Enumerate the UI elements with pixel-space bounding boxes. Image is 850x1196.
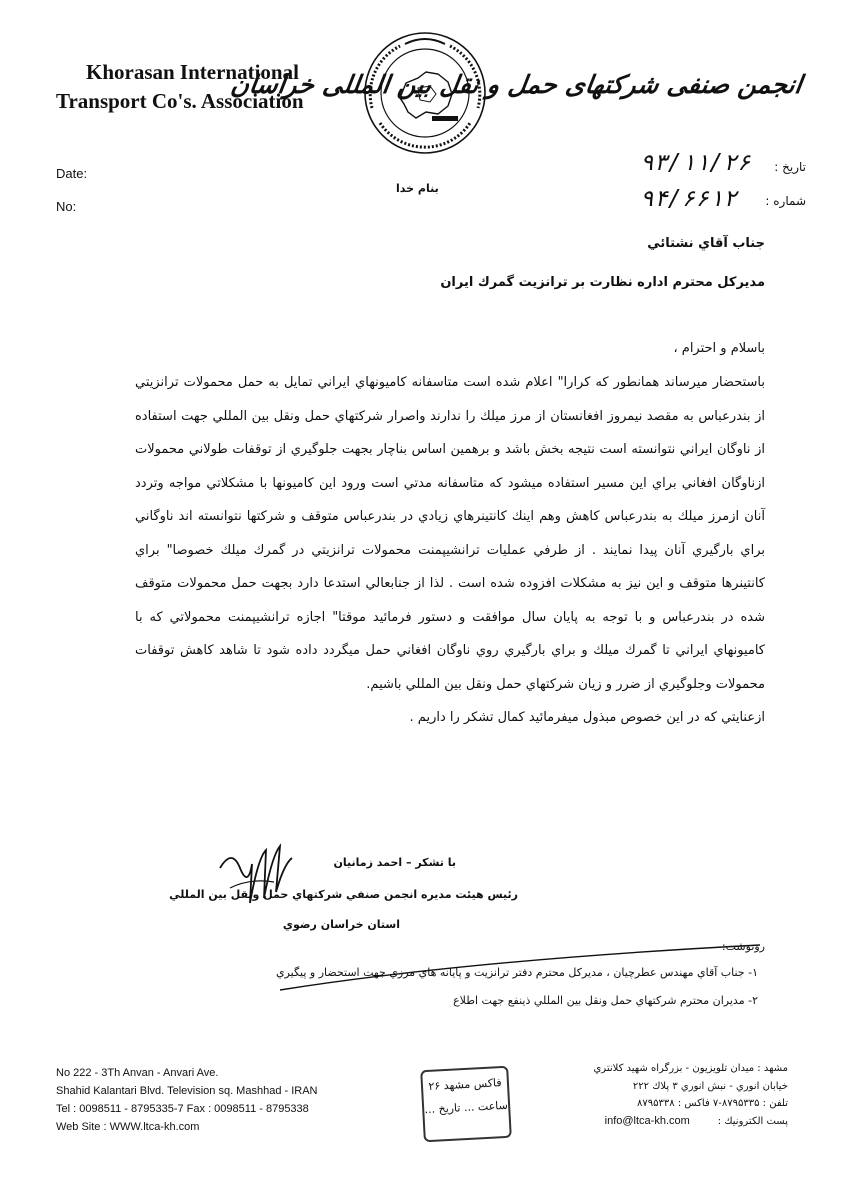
footer-fa-line3: تلفن : ۸۷۹۵۳۳۵-۷ فاكس : ۸۷۹۵۳۳۸ — [637, 1098, 788, 1109]
org-name-english-line2: Transport Co's. Association — [56, 89, 304, 113]
org-name-persian: انجمن صنفی شرکتهای حمل و نقل بین المللی خراسان — [229, 70, 805, 99]
number-value: ۹۴/۶۶۱۲ — [640, 186, 737, 212]
footer-persian — [593, 1060, 788, 1130]
letter-body — [135, 366, 765, 735]
footer-website: Web Site : WWW.ltca-kh.com — [56, 1121, 200, 1133]
date-label-english: Date: — [56, 166, 88, 181]
footer-address-line1: No 222 - 3Th Anvan - Anvari Ave. — [56, 1067, 219, 1079]
stamp-line1: فاكس مشهد ۲۶ — [428, 1076, 502, 1093]
number-label-persian: شماره : — [765, 194, 806, 208]
body-paragraph: ازعنايتي كه در اين خصوص مبذول ميفرمائيد كمال تشكر را داريم . — [409, 710, 765, 725]
footer-email: info@ltca-kh.com — [604, 1114, 690, 1127]
basmala: بنام خدا — [396, 182, 439, 195]
handwritten-mark — [270, 940, 770, 1000]
received-stamp — [420, 1066, 512, 1143]
copy-item: ۱- جناب آقاي مهندس عطرچيان ، مديركل محترم دفتر ترانزيت و پايانه هاي مرزي جهت استحضار و پيگيري — [275, 966, 758, 979]
date-label-persian: تاريخ : — [774, 160, 806, 174]
signature-position: رئيس هيئت مديره انجمن صنفي شركتهاي حمل ونقل بين المللي — [169, 888, 518, 901]
footer-fa-line2: خيابان انوري - نبش انوري ۳ پلاك ۲۲۲ — [632, 1080, 788, 1092]
association-logo — [360, 28, 490, 158]
handwritten-signature — [210, 828, 300, 918]
footer-phone-fax: Tel : 0098511 - 8795335-7 Fax : 0098511 - 8795338 — [56, 1103, 309, 1115]
footer-address-line2: Shahid Kalantari Blvd. Television sq. Mashhad - IRAN — [56, 1085, 318, 1097]
recipient-title: مديركل محترم اداره نظارت بر ترانزيت گمرك ايران — [440, 275, 765, 290]
number-label-english: No: — [56, 199, 77, 214]
greeting: باسلام و احترام ، — [673, 341, 765, 356]
footer-email-label: پست الكترونيك : — [717, 1115, 788, 1127]
date-value: ۹۳/۱۱/۲۶ — [640, 150, 751, 176]
footer-fa-email-row — [593, 1113, 788, 1131]
signature-province: استان خراسان رضوي — [282, 918, 400, 931]
stamp-line2: ساعت ... تاريخ ... — [424, 1098, 509, 1117]
footer-english — [56, 1064, 318, 1136]
recipient-name: جناب آقاي نشتائي — [647, 236, 765, 251]
signature-thanks-name: با تشكر – احمد زمانيان — [333, 856, 456, 869]
body-paragraph: باستحضار ميرساند همانطور كه كرارا" اعلام شده است متاسفانه كاميونهاي ايراني تمايل به حمل محمولات ترانزيتي از بندرعباس به مقصد نيمروز افغانستان از مرز ميلك را ندارند واصرار شركتهاي حمل ونقل بين المللي جهت استفاده از ناوگان ايراني نتوانسته است نتيجه بخش باشد و برهمين اساس بناچار بجهت جلوگيري از توقفات طولاني محمولات ازناوگان افغاني براي اين مسير استفاده ميشود كه متاسفانه مدتي است ورود اين كاميونها با مشكلاتي مواجه وتردد آنان ازمرز ميلك به بندرعباس كاهش وهم اينك كانتينرهاي زيادي در بندرعباس متوقف و شركتها نتوانسته اند ناوگاني براي بارگيري آنان پيدا نمايند . از طرفي عمليات ترانشيپمنت محمولات ترانزيتي در گمرك ميلك خصوصا" براي كانتينرها متوقف و اين نيز به مشكلات افزوده شده است . لذا از جنابعالي استدعا دارد بجهت حمل محمولات متوقف شده در بندرعباس و با توجه به پايان سال موافقت و دستور فرمائيد موقتا" اجازه ترانشيپمنت محمولاتي كه با كاميونهاي ايراني تا گمرك ميلك و براي بارگيري روي ناوگان افغاني حمل ميگردد داده شود تا شاهد كاهش توقفات محمولات وجلوگيري از ضرر و زيان شركتهاي حمل ونقل بين المللي باشيم. — [135, 375, 765, 692]
copies-label: رونوشت: — [721, 940, 765, 953]
copy-item: ۲- مديران محترم شركتهاي حمل ونقل بين المللي ذينفع جهت اطلاع — [453, 994, 758, 1007]
footer-fa-line1: مشهد : ميدان تلويزيون - بزرگراه شهيد كلانتري — [593, 1063, 788, 1074]
org-name-english-line1: Khorasan International — [86, 60, 299, 84]
